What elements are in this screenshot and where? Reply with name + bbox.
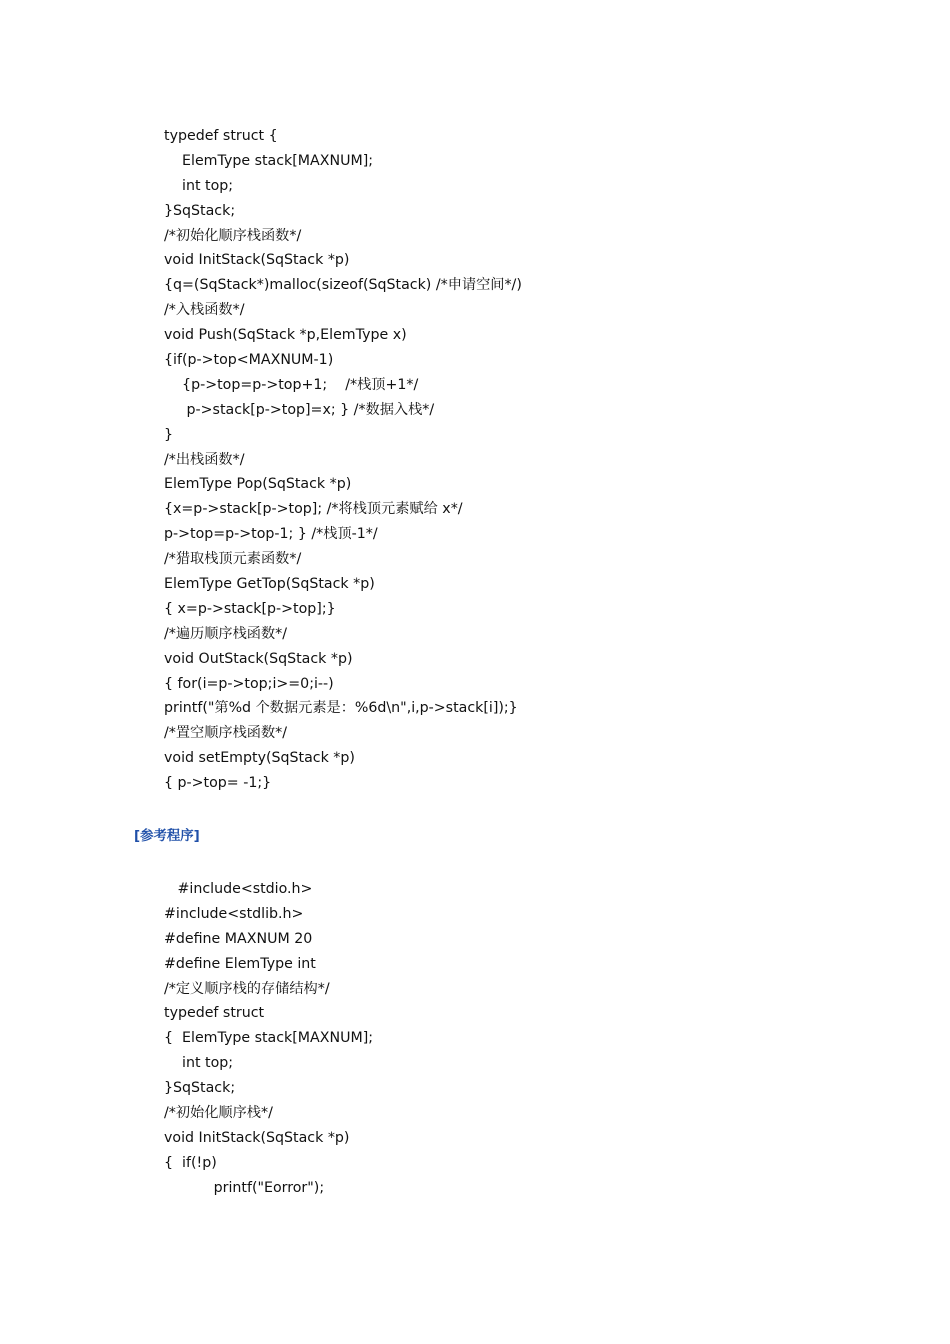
- code-line: {x=p->stack[p->top]; /*将栈顶元素赋给 x*/: [164, 501, 463, 518]
- code-line: void InitStack(SqStack *p): [164, 252, 350, 269]
- code-line: printf("Eorror");: [164, 1179, 325, 1196]
- code-block-reference-program: [164, 877, 864, 1201]
- code-line: int top;: [164, 177, 234, 194]
- code-line: #define MAXNUM 20: [164, 930, 313, 947]
- code-line: p->stack[p->top]=x; } /*数据入栈*/: [164, 401, 435, 418]
- code-comment-line: /*遍历顺序栈函数*/: [164, 625, 288, 642]
- code-comment-line: /*入栈函数*/: [164, 302, 245, 319]
- code-line: { ElemType stack[MAXNUM];: [164, 1030, 374, 1047]
- code-line: ElemType GetTop(SqStack *p): [164, 576, 375, 593]
- code-line: ElemType Pop(SqStack *p): [164, 476, 352, 493]
- code-comment-line: /*初始化顺序栈函数*/: [164, 227, 302, 244]
- code-line: void Push(SqStack *p,ElemType x): [164, 327, 407, 344]
- code-line: { for(i=p->top;i>=0;i--): [164, 675, 334, 692]
- code-line: { p->top= -1;}: [164, 775, 272, 792]
- code-line: #define ElemType int: [164, 955, 316, 972]
- code-line: }SqStack;: [164, 1080, 236, 1097]
- code-comment-line: /*定义顺序栈的存储结构*/: [164, 980, 330, 997]
- code-line: int top;: [164, 1055, 234, 1072]
- code-line: typedef struct: [164, 1005, 265, 1022]
- code-line: #include<stdio.h>: [164, 881, 313, 897]
- code-line: printf("第%d 个数据元素是：%6d\n",i,p->stack[i]);}: [164, 700, 518, 717]
- code-comment-line: /*置空顺序栈函数*/: [164, 725, 288, 742]
- code-line: void setEmpty(SqStack *p): [164, 750, 355, 767]
- code-line: { if(!p): [164, 1154, 217, 1171]
- code-line: }SqStack;: [164, 202, 236, 219]
- code-line: {if(p->top<MAXNUM-1): [164, 352, 334, 369]
- code-line: #include<stdlib.h>: [164, 905, 304, 922]
- code-comment-line: /*初始化顺序栈*/: [164, 1105, 273, 1122]
- code-line: void OutStack(SqStack *p): [164, 650, 353, 667]
- code-line: { x=p->stack[p->top];}: [164, 600, 336, 617]
- code-comment-line: /*出栈函数*/: [164, 451, 245, 468]
- section-heading-reference-program: [参考程序]: [134, 829, 200, 844]
- code-line: p->top=p->top-1; } /*栈顶-1*/: [164, 526, 378, 543]
- code-comment-line: /*猎取栈顶元素函数*/: [164, 551, 302, 568]
- code-line: typedef struct {: [164, 128, 278, 144]
- code-line: }: [164, 426, 174, 443]
- code-block-stack-functions: [164, 124, 864, 796]
- code-line: ElemType stack[MAXNUM];: [164, 152, 374, 169]
- code-line: {p->top=p->top+1; /*栈顶+1*/: [164, 376, 419, 393]
- code-line: {q=(SqStack*)malloc(sizeof(SqStack) /*申请空间*/): [164, 277, 522, 294]
- code-line: void InitStack(SqStack *p): [164, 1129, 350, 1146]
